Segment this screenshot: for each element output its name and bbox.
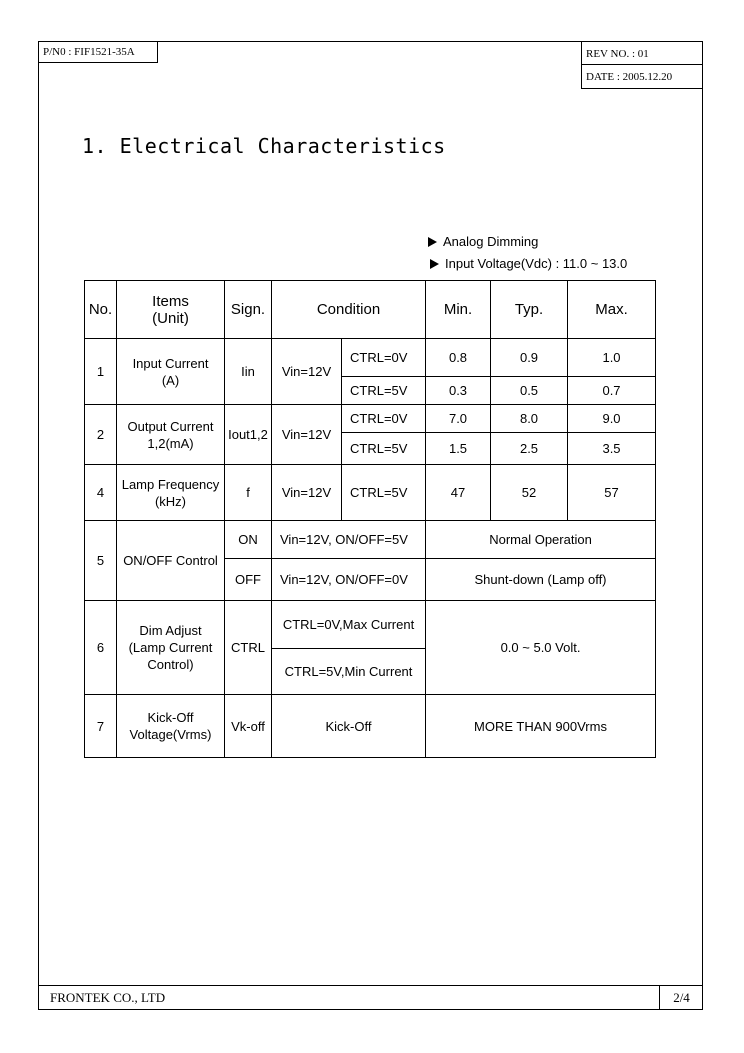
max-cell: 9.0 <box>568 405 656 433</box>
row-number: 7 <box>85 695 117 758</box>
header-min: Min. <box>426 281 491 339</box>
row-number: 5 <box>85 521 117 601</box>
footer-company: FRONTEK CO., LTD <box>38 985 659 1010</box>
item-line: (Lamp Current <box>128 640 213 655</box>
sign-cell: Iout1,2 <box>225 405 272 465</box>
item-cell <box>117 465 225 521</box>
part-number-box <box>38 41 158 63</box>
item-line: Control) <box>147 657 194 672</box>
sign-cell: Vk-off <box>225 695 272 758</box>
typ-cell: 0.5 <box>491 377 568 405</box>
condition-cell: CTRL=0V,Max Current <box>272 601 426 649</box>
triangle-bullet-icon <box>430 259 439 269</box>
note-input-voltage <box>430 256 627 271</box>
header-unit-label: (Unit) <box>152 309 189 327</box>
ctrl-cell: CTRL=5V <box>342 465 426 521</box>
item-line: Kick-Off <box>147 710 194 725</box>
typ-cell: 8.0 <box>491 405 568 433</box>
ctrl-cell: CTRL=0V <box>342 405 426 433</box>
table-row <box>85 521 656 559</box>
item-cell <box>117 601 225 695</box>
result-cell: Normal Operation <box>426 521 656 559</box>
note-text: Analog Dimming <box>443 234 539 249</box>
rev-number-box <box>581 41 703 66</box>
triangle-bullet-icon <box>428 237 437 247</box>
section-title: 1. Electrical Characteristics <box>82 134 446 158</box>
table-row <box>85 339 656 377</box>
ctrl-cell: CTRL=5V <box>342 433 426 465</box>
ctrl-cell: CTRL=5V <box>342 377 426 405</box>
date-box <box>581 64 703 89</box>
date: DATE : 2005.12.20 <box>586 70 673 83</box>
condition-cell: Vin=12V, ON/OFF=0V <box>272 559 426 601</box>
item-line: Dim Adjust <box>139 623 202 638</box>
min-cell: 1.5 <box>426 433 491 465</box>
header-items-label: Items <box>152 292 189 310</box>
typ-cell: 52 <box>491 465 568 521</box>
note-text: Input Voltage(Vdc) : 11.0 ~ 13.0 <box>445 256 628 271</box>
rev-number: REV NO. : 01 <box>586 47 649 60</box>
header-typ: Typ. <box>491 281 568 339</box>
sign-cell: ON <box>225 521 272 559</box>
electrical-characteristics-table <box>84 280 656 758</box>
row-number: 4 <box>85 465 117 521</box>
item-cell <box>117 405 225 465</box>
table-row <box>85 405 656 433</box>
footer-page-number: 2/4 <box>659 985 703 1010</box>
typ-cell: 0.9 <box>491 339 568 377</box>
min-cell: 0.8 <box>426 339 491 377</box>
item-cell <box>117 695 225 758</box>
min-cell: 7.0 <box>426 405 491 433</box>
header-condition: Condition <box>272 281 426 339</box>
result-cell: MORE THAN 900Vrms <box>426 695 656 758</box>
max-cell: 1.0 <box>568 339 656 377</box>
item-line: Voltage(Vrms) <box>129 727 212 742</box>
table-row <box>85 465 656 521</box>
item-unit: (kHz) <box>154 493 187 509</box>
sign-cell: f <box>225 465 272 521</box>
max-cell: 57 <box>568 465 656 521</box>
item-name: Input Current <box>132 355 209 371</box>
row-number: 1 <box>85 339 117 405</box>
condition-cell: Vin=12V, ON/OFF=5V <box>272 521 426 559</box>
part-number: P/N0 : FIF1521-35A <box>43 46 135 58</box>
result-cell: 0.0 ~ 5.0 Volt. <box>426 601 656 695</box>
condition-cell: Kick-Off <box>272 695 426 758</box>
header-sign: Sign. <box>225 281 272 339</box>
item-name: ON/OFF Control <box>117 521 225 601</box>
item-cell <box>117 339 225 405</box>
typ-cell: 2.5 <box>491 433 568 465</box>
sign-cell: OFF <box>225 559 272 601</box>
item-name: Output Current <box>127 418 214 434</box>
ctrl-cell: CTRL=0V <box>342 339 426 377</box>
vin-cell: Vin=12V <box>272 339 342 405</box>
header-items <box>117 281 225 339</box>
item-unit: (A) <box>161 372 180 388</box>
table-row <box>85 695 656 758</box>
row-number: 2 <box>85 405 117 465</box>
condition-cell: CTRL=5V,Min Current <box>272 649 426 695</box>
item-unit: 1,2(mA) <box>147 435 194 451</box>
table-header-row <box>85 281 656 339</box>
row-number: 6 <box>85 601 117 695</box>
note-analog-dimming <box>428 234 538 249</box>
header-max: Max. <box>568 281 656 339</box>
table-row <box>85 601 656 649</box>
min-cell: 0.3 <box>426 377 491 405</box>
vin-cell: Vin=12V <box>272 465 342 521</box>
max-cell: 0.7 <box>568 377 656 405</box>
sign-cell: CTRL <box>225 601 272 695</box>
min-cell: 47 <box>426 465 491 521</box>
vin-cell: Vin=12V <box>272 405 342 465</box>
item-name: Lamp Frequency <box>121 476 220 492</box>
result-cell: Shunt-down (Lamp off) <box>426 559 656 601</box>
sign-cell: Iin <box>225 339 272 405</box>
max-cell: 3.5 <box>568 433 656 465</box>
header-no: No. <box>85 281 117 339</box>
